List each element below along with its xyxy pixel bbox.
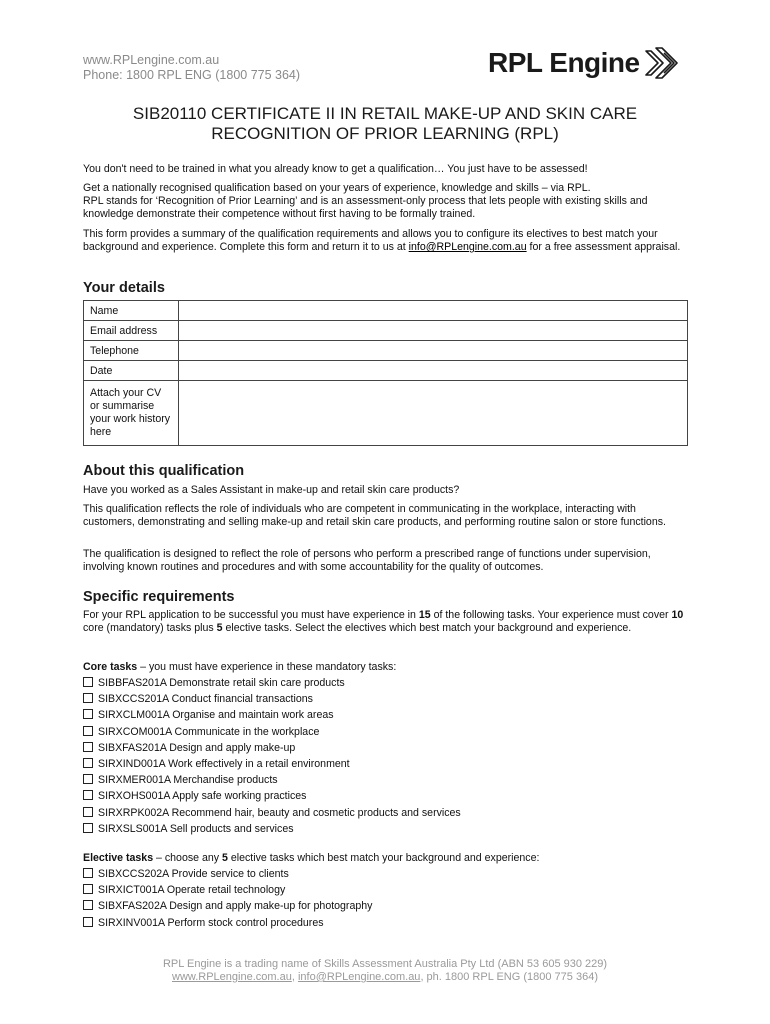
- task-label: SIBBFAS201A Demonstrate retail skin care products: [98, 677, 345, 689]
- list-item[interactable]: [83, 882, 372, 898]
- contact-info: [83, 53, 300, 83]
- req-elective-count: 5: [216, 622, 223, 634]
- list-item[interactable]: [83, 915, 372, 931]
- checkbox-icon[interactable]: [83, 677, 93, 687]
- checkbox-icon[interactable]: [83, 726, 93, 736]
- date-label: Date: [84, 361, 179, 381]
- name-field[interactable]: [179, 301, 688, 321]
- list-item[interactable]: [83, 724, 461, 740]
- requirements-heading: Specific requirements: [83, 589, 235, 605]
- checkbox-icon[interactable]: [83, 884, 93, 894]
- about-paragraph-2: This qualification reflects the role of individuals who are competent in communicating in the workplace, interacting with customers, demonstrating and selling make-up and retail skin care products, and performing routine salon or store functions.: [83, 503, 666, 528]
- telephone-field[interactable]: [179, 341, 688, 361]
- telephone-label: Telephone: [84, 341, 179, 361]
- header-phone: Phone: 1800 RPL ENG (1800 775 364): [83, 68, 301, 82]
- rpl-engine-logo: [488, 45, 682, 81]
- table-row: [84, 361, 688, 381]
- cv-label: Attach your CV or summarise your work history here: [84, 381, 179, 446]
- req-text-c: core (mandatory) tasks plus: [83, 622, 217, 634]
- title-line-2: RECOGNITION OF PRIOR LEARNING (RPL): [211, 124, 559, 143]
- list-item[interactable]: [83, 788, 461, 804]
- your-details-heading: Your details: [83, 280, 165, 296]
- footer: [0, 958, 770, 984]
- checkbox-icon[interactable]: [83, 823, 93, 833]
- requirements-paragraph: [83, 609, 688, 635]
- page-title: [60, 104, 710, 144]
- intro-p3-end: for a free assessment appraisal.: [526, 241, 681, 253]
- task-label: SIRXIND001A Work effectively in a retail environment: [98, 758, 350, 771]
- task-label: SIRXRPK002A Recommend hair, beauty and cosmetic products and services: [98, 806, 461, 819]
- checkbox-icon[interactable]: [83, 774, 93, 784]
- task-label: SIBXCCS202A Provide service to clients: [98, 868, 289, 880]
- checkbox-icon[interactable]: [83, 790, 93, 800]
- checkbox-icon[interactable]: [83, 742, 93, 752]
- footer-company: RPL Engine is a trading name of Skills Assessment Australia Pty Ltd (ABN 53 605 930 229): [162, 958, 608, 970]
- list-item[interactable]: [83, 707, 461, 723]
- intro-p3-text: This form provides a summary of the qualification requirements and allows you to configure its electives to best match your background and experience. Complete this form and return it to us at: [83, 228, 658, 253]
- task-label: SIBXFAS201A Design and apply make-up: [98, 741, 296, 754]
- details-table: [83, 300, 688, 446]
- about-paragraph-3: The qualification is designed to reflect the role of persons who perform a prescribed range of functions under supervision, involving known routines and procedures and with some accountability for the quality of outcomes.: [83, 548, 651, 573]
- intro-paragraph-1: You don't need to be trained in what you already know to get a qualification… You just have to be assessed!: [83, 163, 588, 175]
- list-item[interactable]: [83, 740, 461, 756]
- list-item[interactable]: [83, 805, 461, 821]
- list-item[interactable]: [83, 821, 461, 837]
- elective-intro-a: – choose any: [153, 852, 222, 864]
- req-text-b: of the following tasks. Your experience must cover: [430, 609, 672, 621]
- chevron-arrows-icon: [642, 45, 682, 81]
- table-row: [84, 341, 688, 361]
- cv-field[interactable]: [179, 381, 688, 446]
- intro-paragraph-3: [83, 228, 688, 254]
- task-label: SIBXFAS202A Design and apply make-up for photography: [98, 900, 373, 913]
- req-core-count: 10: [671, 609, 684, 621]
- email-label: Email address: [84, 321, 179, 341]
- name-label: Name: [84, 301, 179, 321]
- task-label: SIBXCCS201A Conduct financial transactions: [98, 693, 313, 706]
- list-item[interactable]: [83, 772, 461, 788]
- task-label: SIRXINV001A Perform stock control procedures: [98, 916, 324, 929]
- core-tasks-intro: [83, 661, 688, 674]
- checkbox-icon[interactable]: [83, 900, 93, 910]
- elective-tasks-label: Elective tasks: [83, 852, 154, 864]
- elective-count: 5: [222, 852, 228, 864]
- footer-phone: , ph. 1800 RPL ENG (1800 775 364): [420, 971, 598, 983]
- core-tasks-label: Core tasks: [83, 661, 138, 673]
- list-item[interactable]: [83, 675, 461, 691]
- task-label: SIRXOHS001A Apply safe working practices: [98, 790, 307, 803]
- table-row: [84, 301, 688, 321]
- checkbox-icon[interactable]: [83, 917, 93, 927]
- core-task-list: [83, 675, 461, 837]
- logo-text: RPL Engine: [488, 47, 640, 78]
- task-label: SIRXICT001A Operate retail technology: [98, 884, 286, 897]
- elective-tasks-intro: [83, 852, 688, 865]
- req-text-a: For your RPL application to be successful you must have experience in: [83, 609, 419, 621]
- list-item[interactable]: [83, 866, 372, 882]
- header-website: www.RPLengine.com.au: [83, 53, 220, 67]
- intro-paragraph-2: [83, 182, 688, 221]
- about-paragraph-1: Have you worked as a Sales Assistant in make-up and retail skin care products?: [83, 484, 460, 496]
- task-label: SIRXSLS001A Sell products and services: [98, 822, 294, 835]
- checkbox-icon[interactable]: [83, 868, 93, 878]
- task-label: SIRXCLM001A Organise and maintain work areas: [98, 709, 334, 722]
- intro-p2-line2: RPL stands for ‘Recognition of Prior Learning’ and is an assessment-only process that lets people with existing skills and knowledge demonstrate their competence without first having to be formally trained.: [83, 195, 648, 220]
- checkbox-icon[interactable]: [83, 807, 93, 817]
- list-item[interactable]: [83, 898, 372, 914]
- email-field[interactable]: [179, 321, 688, 341]
- title-line-1: SIB20110 CERTIFICATE II IN RETAIL MAKE-UP AND SKIN CARE: [132, 104, 638, 123]
- date-field[interactable]: [179, 361, 688, 381]
- checkbox-icon[interactable]: [83, 709, 93, 719]
- footer-separator: ,: [291, 971, 298, 983]
- req-total: 15: [418, 609, 431, 621]
- elective-intro-b: elective tasks which best match your background and experience:: [227, 852, 540, 864]
- intro-p2-line1: Get a nationally recognised qualification based on your years of experience, knowledge and skills – via RPL.: [83, 182, 591, 194]
- checkbox-icon[interactable]: [83, 693, 93, 703]
- task-label: SIRXCOM001A Communicate in the workplace: [98, 725, 320, 738]
- elective-task-list: [83, 866, 372, 931]
- task-label: SIRXMER001A Merchandise products: [98, 774, 278, 787]
- email-link[interactable]: info@RPLengine.com.au: [408, 241, 527, 253]
- table-row: [84, 381, 688, 446]
- list-item[interactable]: [83, 691, 461, 707]
- about-heading: About this qualification: [83, 463, 245, 479]
- footer-contact: [0, 971, 770, 984]
- table-row: [84, 321, 688, 341]
- list-item[interactable]: [83, 756, 461, 772]
- footer-email-link[interactable]: info@RPLengine.com.au: [297, 971, 421, 983]
- footer-website-link[interactable]: www.RPLengine.com.au: [172, 971, 292, 983]
- core-tasks-intro-text: – you must have experience in these mandatory tasks:: [137, 661, 397, 673]
- req-text-d: elective tasks. Select the electives which best match your background and experience.: [222, 622, 632, 634]
- checkbox-icon[interactable]: [83, 758, 93, 768]
